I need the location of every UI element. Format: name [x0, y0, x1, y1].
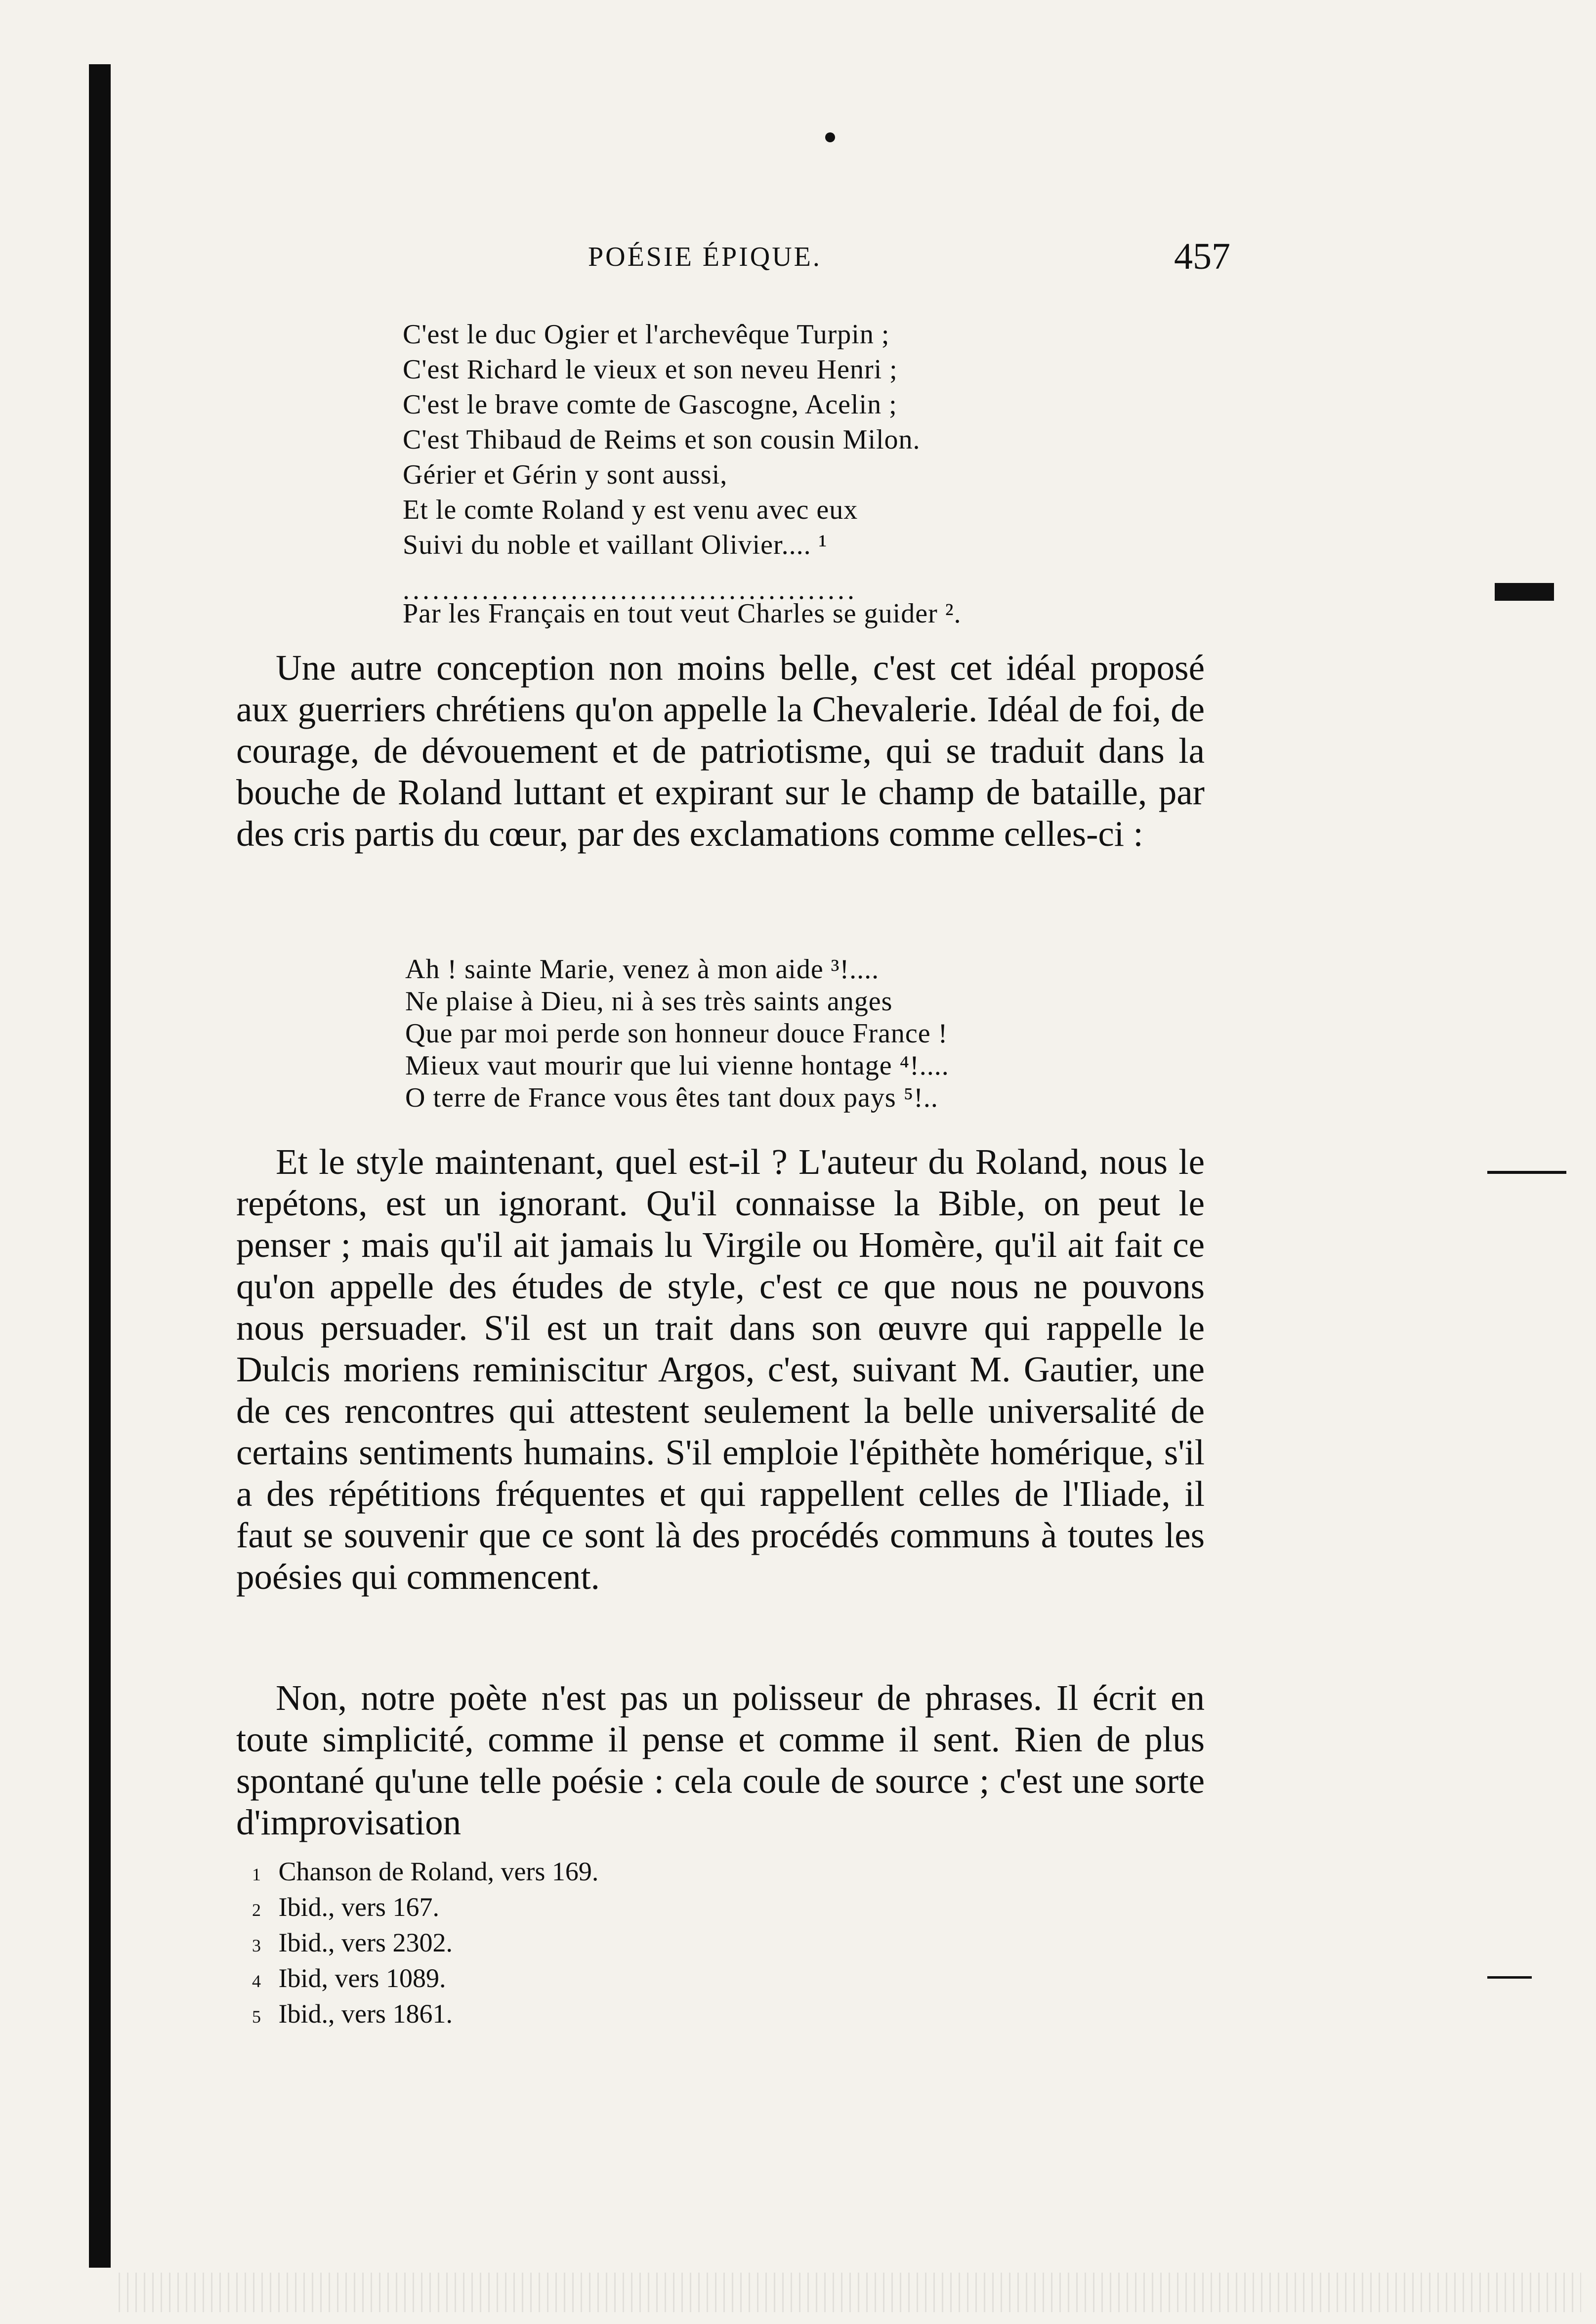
paragraph-poete: Non, notre poète n'est pas un polisseur de phrases. Il écrit en toute simplicité, comme il pense et comme il sent. Rien de plus spontané qu'une telle poésie : cela coule de source ; c'est une sorte d'improvisation — [236, 1678, 1205, 1842]
scan-noise — [119, 2273, 1581, 2312]
footnote: 4 Ibid, vers 1089. — [252, 1963, 446, 1993]
verse-line: Par les Français en tout veut Charles se guider ². — [403, 598, 962, 629]
verse-line: C'est le duc Ogier et l'archevêque Turpin ; — [403, 319, 890, 350]
verse-line: Suivi du noble et vaillant Olivier.... ¹ — [403, 530, 828, 560]
verse-line: O terre de France vous êtes tant doux pays ⁵!.. — [405, 1082, 938, 1113]
footnote: 5 Ibid., vers 1861. — [252, 1999, 453, 2029]
page-number: 457 — [1174, 236, 1230, 277]
paragraph-style: Et le style maintenant, quel est-il ? L'auteur du Roland, nous le repétons, est un ignorant. Qu'il connaisse la Bible, on peut le penser ; mais qu'il ait jamais lu Virgile ou Homère, qu'il ait fait ce qu'on appelle des études de style, c'est ce que nous ne pouvons nous persuader. S'il est un trait dans son œuvre qui rappelle le Dulcis moriens reminiscitur Argos, c'est, suivant M. Gautier, une de ces rencontres qui attestent seulement la belle universalité de certains sentiments humains. S'il emploie l'épithète homérique, s'il a des répétitions fréquentes et qui rappellent celles de l'Iliade, il faut se souvenir que ce sont là des procédés communs à toutes les poésies qui commencent. — [236, 1142, 1205, 1597]
verse-line: Ne plaise à Dieu, ni à ses très saints anges — [405, 986, 893, 1017]
verse-line: Et le comte Roland y est venu avec eux — [403, 495, 858, 525]
verse-line: Mieux vaut mourir que lui vienne hontage ⁴!.... — [405, 1050, 949, 1081]
ink-dot — [825, 132, 835, 142]
verse-ellipsis: .............................................. — [403, 575, 857, 605]
verse-line: C'est Richard le vieux et son neveu Henri ; — [403, 354, 898, 385]
verse-line: Que par moi perde son honneur douce France ! — [405, 1018, 948, 1049]
margin-mark — [1487, 1171, 1566, 1174]
footnote: 3 Ibid., vers 2302. — [252, 1928, 453, 1957]
footnotes — [252, 1855, 598, 2033]
running-head: POÉSIE ÉPIQUE. — [588, 242, 822, 272]
footnote: 2 Ibid., vers 167. — [252, 1892, 439, 1922]
paragraph-chevalerie: Une autre conception non moins belle, c'est cet idéal proposé aux guerriers chrétiens qu'on appelle la Chevalerie. Idéal de foi, de courage, de dévouement et de patriotisme, qui se traduit dans la bouche de Roland luttant et expirant sur le champ de bataille, par des cris partis du cœur, par des exclamations comme celles-ci : — [236, 648, 1205, 854]
page-header — [237, 236, 1230, 281]
verse-line: C'est Thibaud de Reims et son cousin Milon. — [403, 424, 921, 455]
verse-line: Gérier et Gérin y sont aussi, — [403, 459, 728, 490]
footnote: 1 Chanson de Roland, vers 169. — [252, 1857, 599, 1886]
margin-mark — [1487, 1976, 1532, 1979]
binding-shadow — [89, 64, 111, 2268]
verse-line: C'est le brave comte de Gascogne, Acelin ; — [403, 389, 897, 420]
margin-mark — [1495, 583, 1554, 601]
verse-line: Ah ! sainte Marie, venez à mon aide ³!.... — [405, 954, 880, 985]
